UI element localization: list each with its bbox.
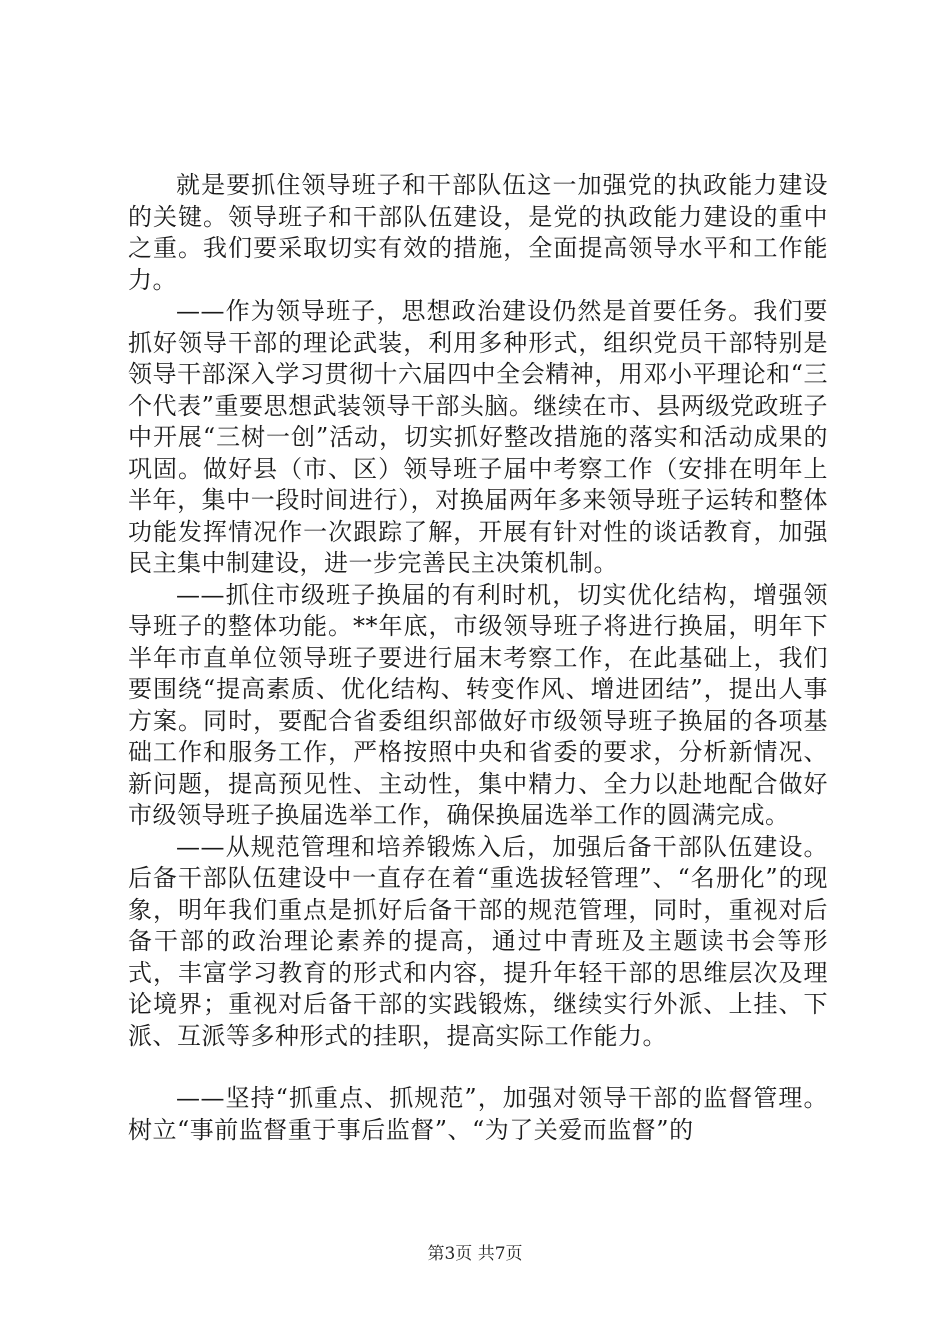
paragraph-1: 就是要抓住领导班子和干部队伍这一加强党的执政能力建设的关键。领导班子和干部队伍建设，是党的执政能力建设的重中之重。我们要采取切实有效的措施，全面提高领导水平和工作能力。 — [128, 171, 828, 294]
paragraph-3: ——抓住市级班子换届的有利时机，切实优化结构，增强领导班子的整体功能。**年底，市级领导班子将进行换届，明年下半年市直单位领导班子要进行届末考察工作，在此基础上，我们要围绕“提高素质、优化结构、转变作风、增进团结”，提出人事方案。同时，要配合省委组织部做好市级领导班子换届的各项基础工作和服务工作，严格按照中央和省委的要求，分析新情况、新问题，提高预见性、主动性，集中精力、全力以赴地配合做好市级领导班子换届选举工作，确保换届选举工作的圆满完成。 — [128, 580, 828, 829]
page-number-footer: 第3页 共7页 — [427, 1244, 523, 1264]
paragraph-4: ——从规范管理和培养锻炼入后，加强后备干部队伍建设。后备干部队伍建设中一直存在着“重选拔轻管理”、“名册化”的现象，明年我们重点是抓好后备干部的规范管理，同时，重视对后备干部的政治理论素养的提高，通过中青班及主题读书会等形式，丰富学习教育的形式和内容，提升年轻干部的思维层次及理论境界；重视对后备干部的实践锻炼，继续实行外派、上挂、下派、互派等多种形式的挂职，提高实际工作能力。 — [128, 832, 828, 1050]
paragraph-5: ——坚持“抓重点、抓规范”，加强对领导干部的监督管理。树立“事前监督重于事后监督”、“为了关爱而监督”的 — [128, 1084, 828, 1144]
paragraph-2: ——作为领导班子，思想政治建设仍然是首要任务。我们要抓好领导干部的理论武装，利用多种形式，组织党员干部特别是领导干部深入学习贯彻十六届四中全会精神，用邓小平理论和“三个代表”重要思想武装领导干部头脑。继续在市、县两级党政班子中开展“三树一创”活动，切实抓好整改措施的落实和活动成果的巩固。做好县（市、区）领导班子届中考察工作（安排在明年上半年，集中一段时间进行），对换届两年多来领导班子运转和整体功能发挥情况作一次跟踪了解，开展有针对性的谈话教育，加强民主集中制建设，进一步完善民主决策机制。 — [128, 297, 828, 577]
document-body — [128, 170, 828, 1146]
